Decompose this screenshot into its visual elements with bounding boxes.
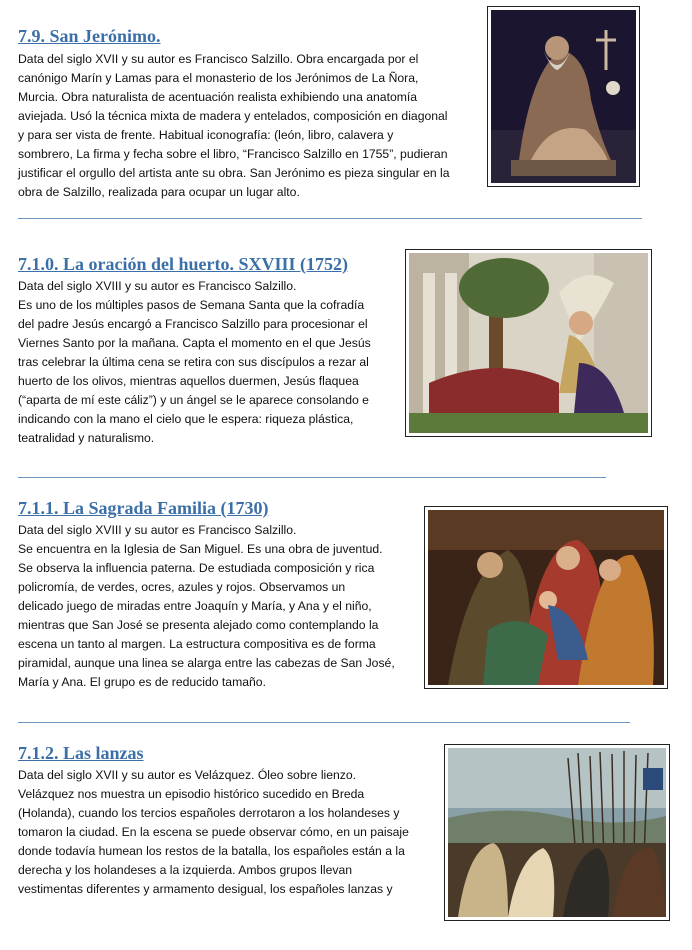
text-line: Se encuentra en la Iglesia de San Miguel. Es una obra de juventud. xyxy=(18,542,383,556)
text-line: delicado juego de miradas entre Joaquín y María, y Ana y el niño, xyxy=(18,599,372,613)
text-line: tras celebrar la última cena se retira con sus discípulos a rezar al xyxy=(18,355,369,369)
text-line: teatralidad y naturalismo. xyxy=(18,431,155,445)
text-line: tomaron la ciudad. En la escena se puede observar cómo, en un paisaje xyxy=(18,825,409,839)
text-line: donde todavía humean los restos de la batalla, los españoles están a la xyxy=(18,844,405,858)
text-line: Data del siglo XVIII y su autor es Francisco Salzillo. xyxy=(18,523,297,537)
text-line: del padre Jesús encargó a Francisco Salzillo para procesionar el xyxy=(18,317,368,331)
text-line: Velázquez nos muestra un episodio histórico sucedido en Breda xyxy=(18,787,365,801)
image-las-lanzas xyxy=(444,744,670,921)
text-line: Data del siglo XVII y su autor es Velázquez. Óleo sobre lienzo. xyxy=(18,768,357,782)
section-body-las-lanzas xyxy=(18,766,409,899)
text-line: policromía, de verdes, ocres, azules y rojos. Observamos un xyxy=(18,580,346,594)
text-line: María y Ana. El grupo es de reducido tamaño. xyxy=(18,675,266,689)
section-title-las-lanzas: 7.1.2. Las lanzas xyxy=(18,743,144,763)
text-line: Es uno de los múltiples pasos de Semana Santa que la cofradía xyxy=(18,298,365,312)
text-line: mientras que San José se presenta alejado como contemplando la xyxy=(18,618,379,632)
text-line: derecha y los holandeses a la izquierda. Ambos grupos llevan xyxy=(18,863,353,877)
section-body-san-jeronimo xyxy=(18,50,450,202)
text-line: vestimentas diferentes y armamento desigual, los españoles lanzas y xyxy=(18,882,393,896)
section-divider xyxy=(18,218,642,219)
text-line: Se observa la influencia paterna. De estudiada composición y rica xyxy=(18,561,375,575)
text-line: Murcia. Obra naturalista de acentuación realista exhibiendo una anatomía xyxy=(18,90,418,104)
image-san-jeronimo xyxy=(487,6,640,187)
text-line: (Holanda), cuando los tercios españoles derrotaron a los holandeses y xyxy=(18,806,400,820)
text-line: (“aparta de mí este cáliz”) y un ángel se le aparece consolando e xyxy=(18,393,369,407)
text-line: aviejada. Usó la técnica mixta de madera y entelados, composición en diagonal xyxy=(18,109,448,123)
text-line: escena un tanto al margen. La estructura compositiva es de forma xyxy=(18,637,376,651)
section-body-oracion-huerto xyxy=(18,277,371,448)
text-line: Data del siglo XVIII y su autor es Francisco Salzillo. xyxy=(18,279,297,293)
text-line: canónigo Marín y Lamas para el monasterio de los Jerónimos de La Ñora, xyxy=(18,71,419,85)
section-divider xyxy=(18,722,630,723)
section-title-san-jeronimo: 7.9. San Jerónimo. xyxy=(18,26,161,46)
text-line: justificar el orgullo del artista ante su obra. San Jerónimo es pieza singular en la xyxy=(18,166,450,180)
text-line: sombrero, La firma y fecha sobre el libro, “Francisco Salzillo en 1755”, pudieran xyxy=(18,147,448,161)
image-oracion-huerto xyxy=(405,249,652,437)
text-line: y para ser vista de frente. Habitual iconografía: (león, libro, calavera y xyxy=(18,128,394,142)
text-line: indicando con la mano el cielo que le espera: riqueza plástica, xyxy=(18,412,354,426)
section-title-oracion-huerto: 7.1.0. La oración del huerto. SXVIII (1752) xyxy=(18,254,349,274)
text-line: Viernes Santo por la mañana. Capta el momento en el que Jesús xyxy=(18,336,371,350)
image-sagrada-familia xyxy=(424,506,668,689)
section-divider xyxy=(18,477,606,478)
section-title-sagrada-familia: 7.1.1. La Sagrada Familia (1730) xyxy=(18,498,269,518)
text-line: huerto de los olivos, mientras aquellos duermen, Jesús flaquea xyxy=(18,374,359,388)
section-body-sagrada-familia xyxy=(18,521,395,692)
text-line: piramidal, aunque una linea se alarga entre las cabezas de San José, xyxy=(18,656,395,670)
text-line: Data del siglo XVII y su autor es Francisco Salzillo. Obra encargada por el xyxy=(18,52,419,66)
text-line: obra de Salzillo, realizada para ocupar un lugar alto. xyxy=(18,185,300,199)
